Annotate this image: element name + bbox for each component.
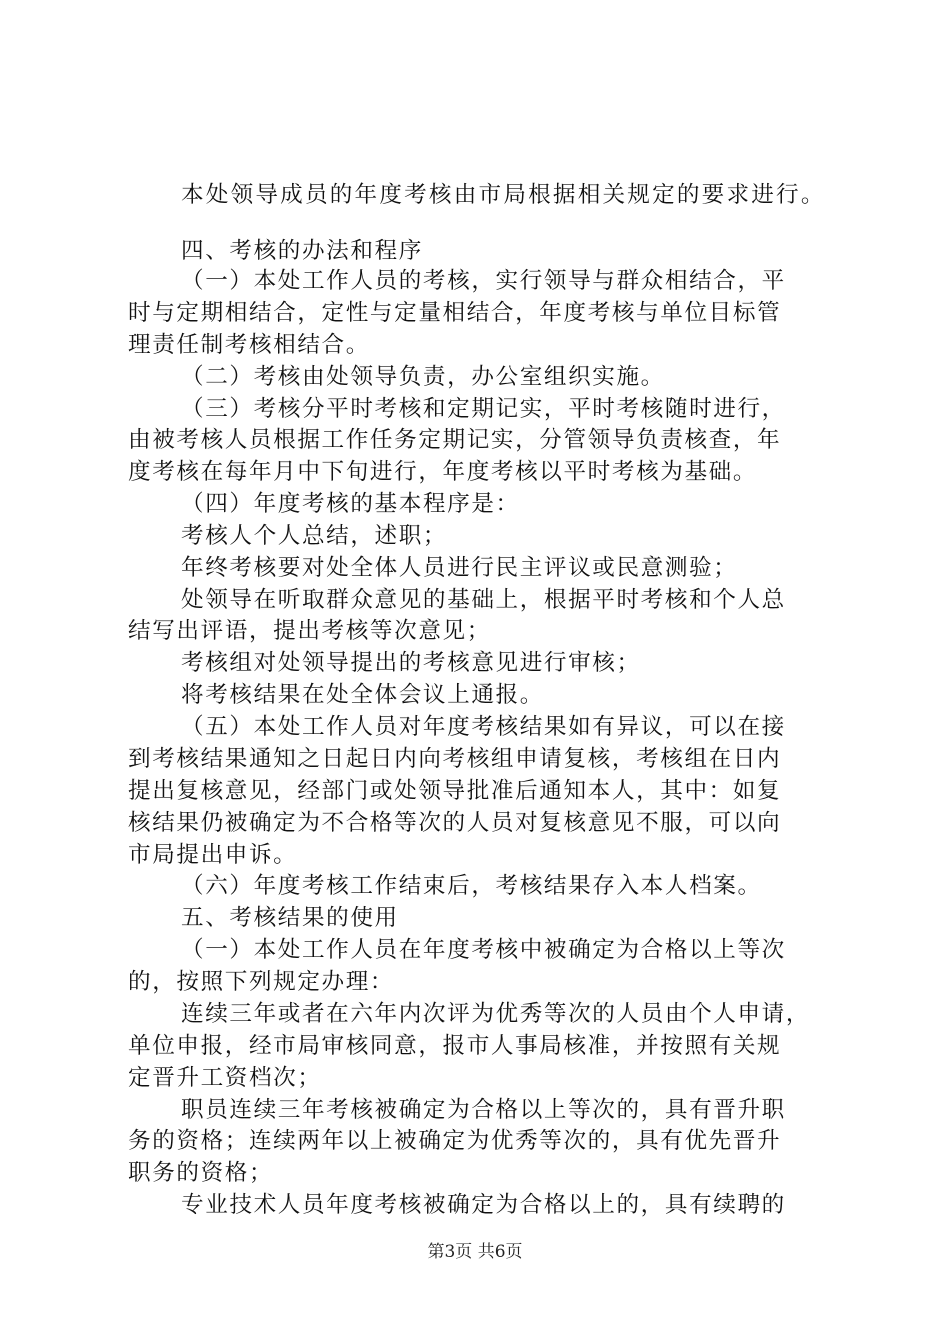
text-line: 职务的资格；: [128, 1160, 274, 1186]
text-line: （五）本处工作人员对年度考核结果如有异议，可以在接: [181, 714, 786, 740]
section-heading: 五、考核结果的使用: [181, 905, 399, 931]
text-line: 考核组对处领导提出的考核意见进行审核；: [181, 650, 641, 676]
text-line: （一）本处工作人员的考核，实行领导与群众相结合，平: [181, 268, 786, 294]
text-line: 时与定期相结合，定性与定量相结合，年度考核与单位目标管: [128, 300, 782, 326]
text-line: 到考核结果通知之日起日内向考核组申请复核，考核组在日内: [128, 746, 782, 772]
text-line: 的，按照下列规定办理：: [128, 969, 395, 995]
text-line: 本处领导成员的年度考核由市局根据相关规定的要求进行。: [181, 182, 826, 208]
text-line: 提出复核意见，经部门或处领导批准后通知本人，其中：如复: [128, 778, 782, 804]
text-line: 年终考核要对处全体人员进行民主评议或民意测验；: [181, 555, 738, 581]
text-line: 定晋升工资档次；: [128, 1065, 322, 1091]
text-line: （三）考核分平时考核和定期记实，平时考核随时进行，: [181, 396, 786, 422]
text-line: （二）考核由处领导负责，办公室组织实施。: [181, 364, 665, 390]
text-line: 将考核结果在处全体会议上通报。: [181, 682, 544, 708]
text-line: 理责任制考核相结合。: [128, 332, 370, 358]
text-line: 职员连续三年考核被确定为合格以上等次的，具有晋升职: [181, 1097, 786, 1123]
text-line: 市局提出申诉。: [128, 842, 298, 868]
text-line: 考核人个人总结，述职；: [181, 523, 448, 549]
text-line: 连续三年或者在六年内次评为优秀等次的人员由个人申请，: [181, 1001, 811, 1027]
page-number-footer: 第3页 共6页: [427, 1242, 523, 1262]
text-line: 结写出评语，提出考核等次意见；: [128, 618, 491, 644]
text-line: 度考核在每年月中下旬进行，年度考核以平时考核为基础。: [128, 459, 758, 485]
text-line: （六）年度考核工作结束后，考核结果存入本人档案。: [181, 873, 762, 899]
text-line: 由被考核人员根据工作任务定期记实，分管领导负责核查，年: [128, 427, 782, 453]
text-line: 务的资格；连续两年以上被确定为优秀等次的，具有优先晋升: [128, 1128, 782, 1154]
text-line: 核结果仍被确定为不合格等次的人员对复核意见不服，可以向: [128, 810, 782, 836]
text-line: （四）年度考核的基本程序是：: [181, 491, 520, 517]
text-line: （一）本处工作人员在年度考核中被确定为合格以上等次: [181, 937, 786, 963]
text-line: 处领导在听取群众意见的基础上，根据平时考核和个人总: [181, 587, 786, 613]
text-line: 单位申报，经市局审核同意，报市人事局核准，并按照有关规: [128, 1033, 782, 1059]
section-heading: 四、考核的办法和程序: [181, 238, 423, 264]
text-line: 专业技术人员年度考核被确定为合格以上的，具有续聘的: [181, 1192, 786, 1218]
